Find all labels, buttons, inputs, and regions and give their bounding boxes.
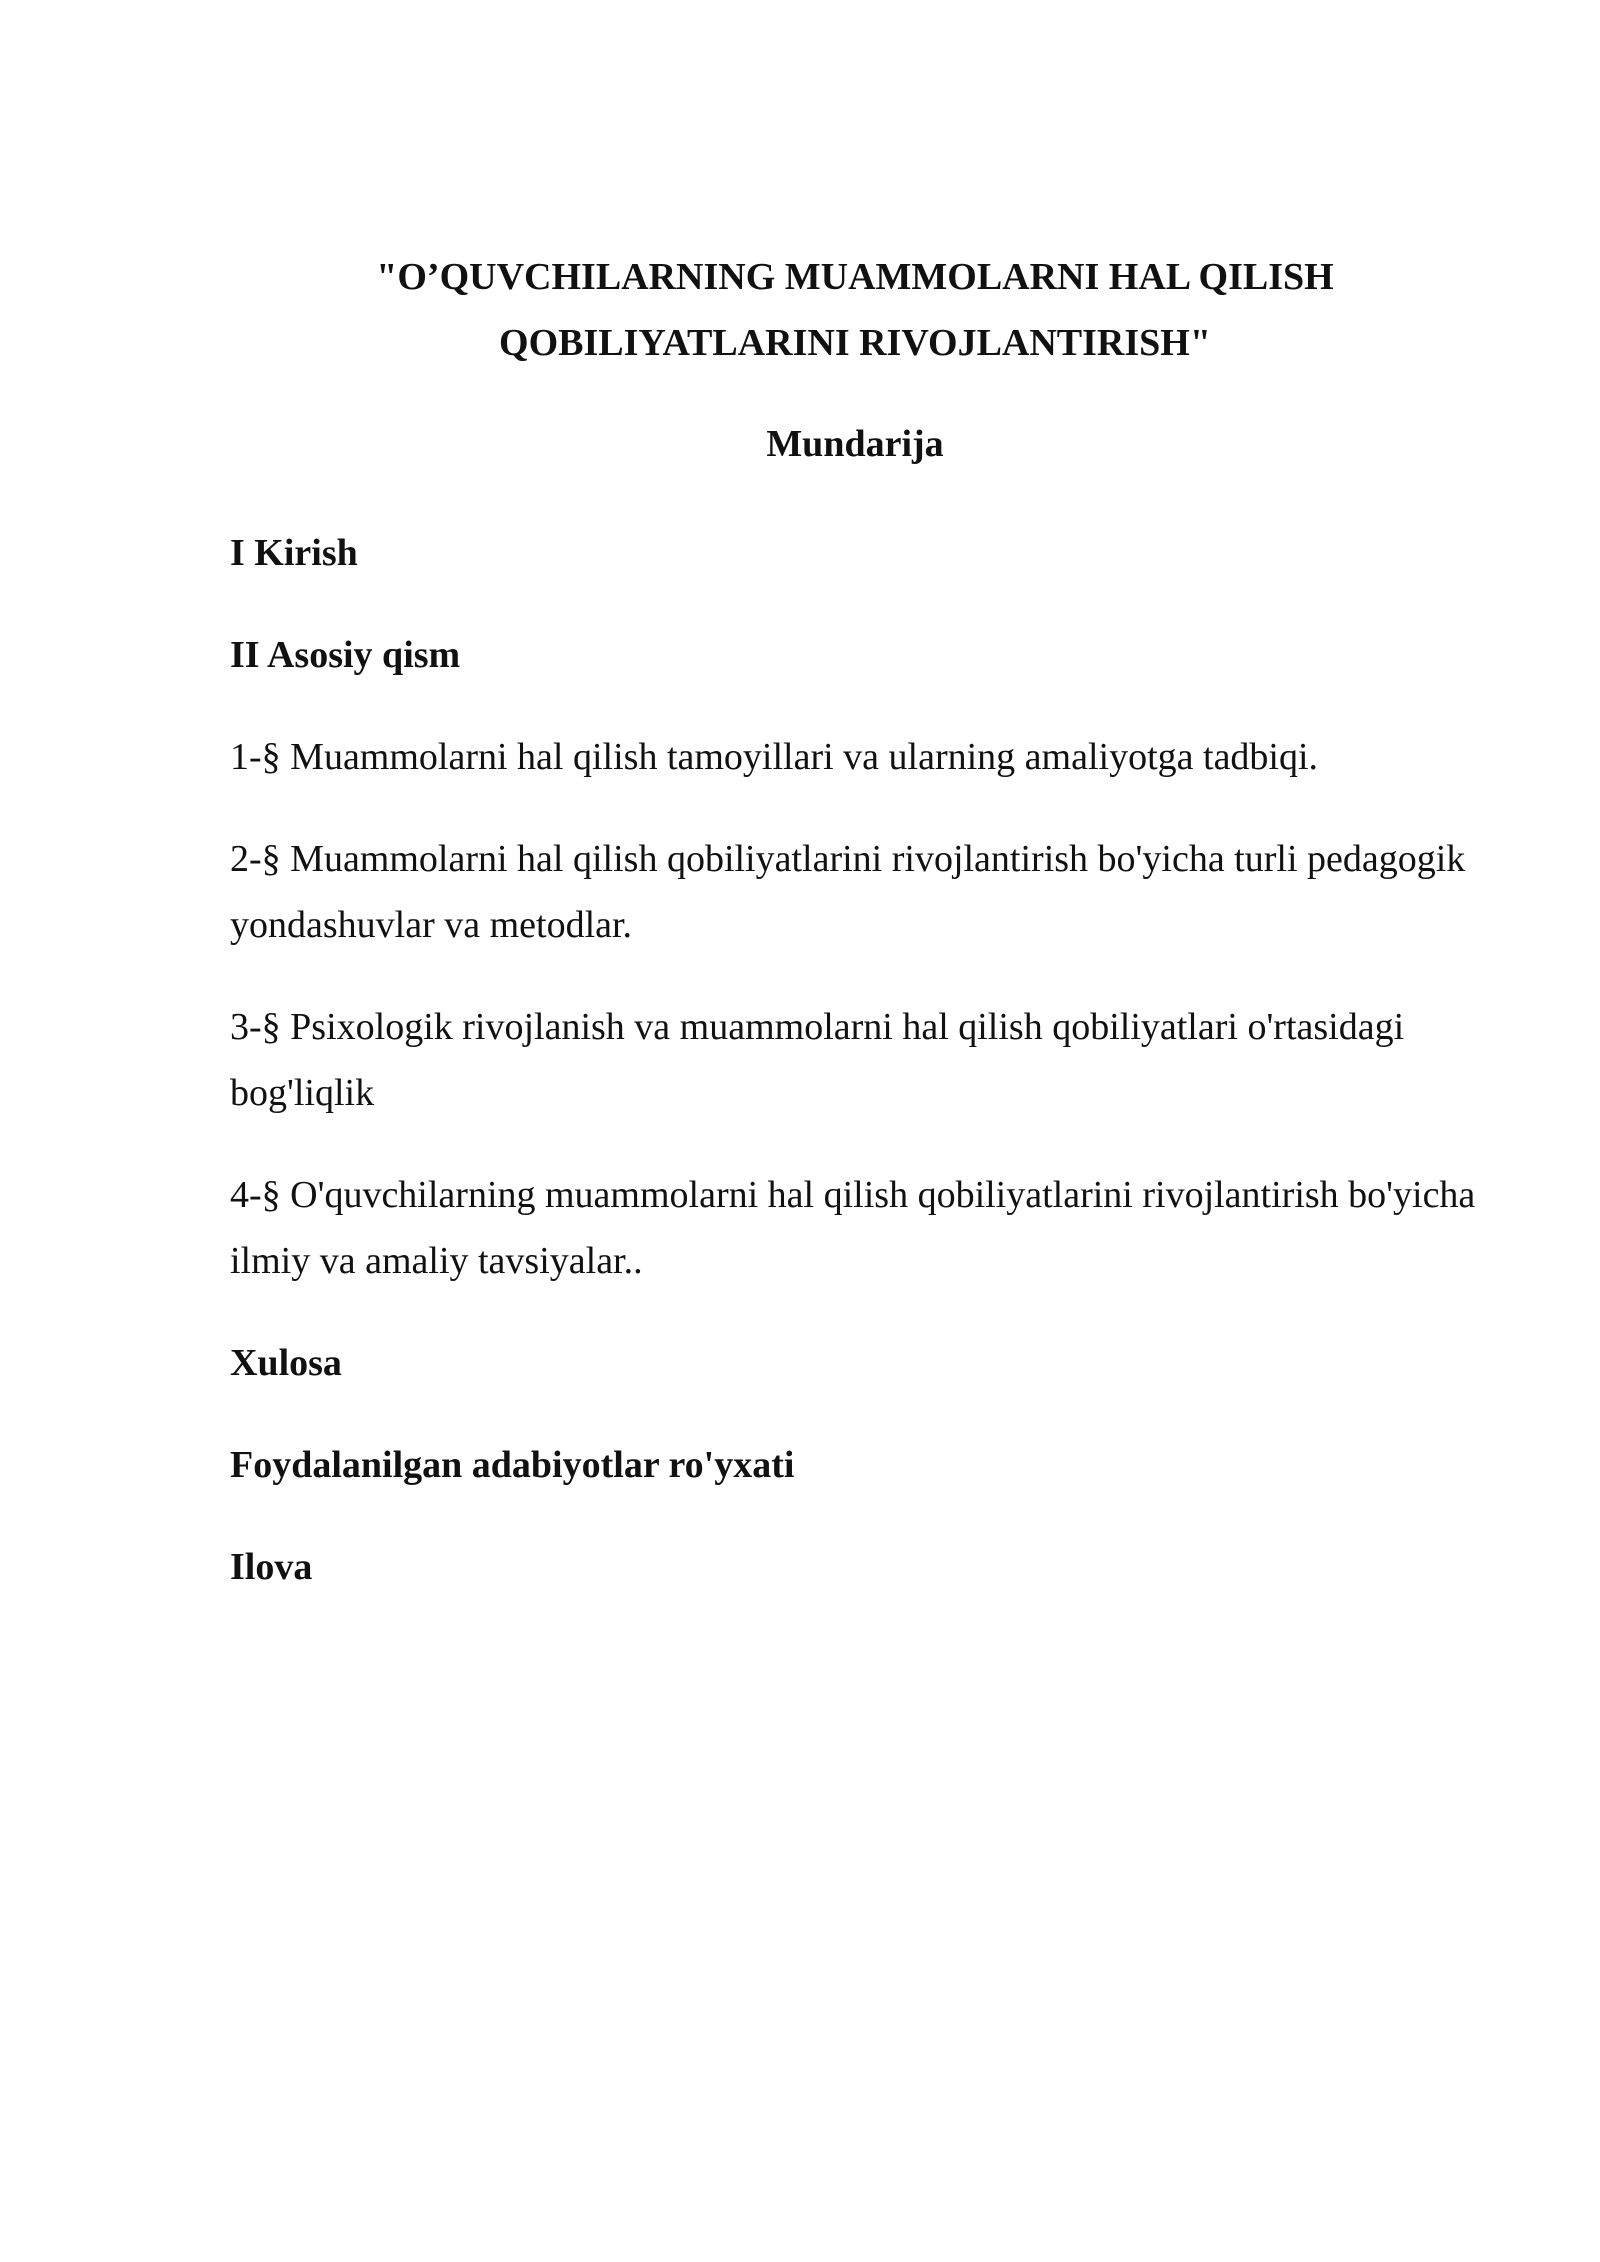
toc-item-section-1: 1-§ Muammolarni hal qilish tamoyillari va ularning amaliyotga tadbiqi. (230, 736, 1319, 778)
toc-item-adabiyotlar: Foydalanilgan adabiyotlar ro'yxati (230, 1444, 795, 1486)
toc-item-asosiy-qism: II Asosiy qism (230, 634, 461, 676)
toc-item-kirish: I Kirish (230, 532, 358, 574)
title-line-2: QOBILIYATLARINI RIVOJLANTIRISH" (499, 322, 1211, 364)
document-title (230, 244, 1480, 376)
title-line-1: "O’QUVCHILARNING MUAMMOLARNI HAL QILISH (376, 256, 1334, 298)
toc-heading: Mundarija (766, 423, 944, 465)
toc-item-section-4: 4-§ O'quvchilarning muammolarni hal qilish qobiliyatlarini rivojlantirish bo'yicha ilmiy va amaliy tavsiyalar.. (230, 1174, 1476, 1282)
toc-item-ilova: Ilova (230, 1546, 313, 1588)
toc-item-section-3: 3-§ Psixologik rivojlanish va muammolarni hal qilish qobiliyatlari o'rtasidagi bog'liqlik (230, 1006, 1405, 1114)
toc-item-section-2: 2-§ Muammolarni hal qilish qobiliyatlarini rivojlantirish bo'yicha turli pedagogik yondashuvlar va metodlar. (230, 838, 1466, 946)
toc-item-xulosa: Xulosa (230, 1342, 342, 1384)
table-of-contents (230, 520, 1480, 1636)
